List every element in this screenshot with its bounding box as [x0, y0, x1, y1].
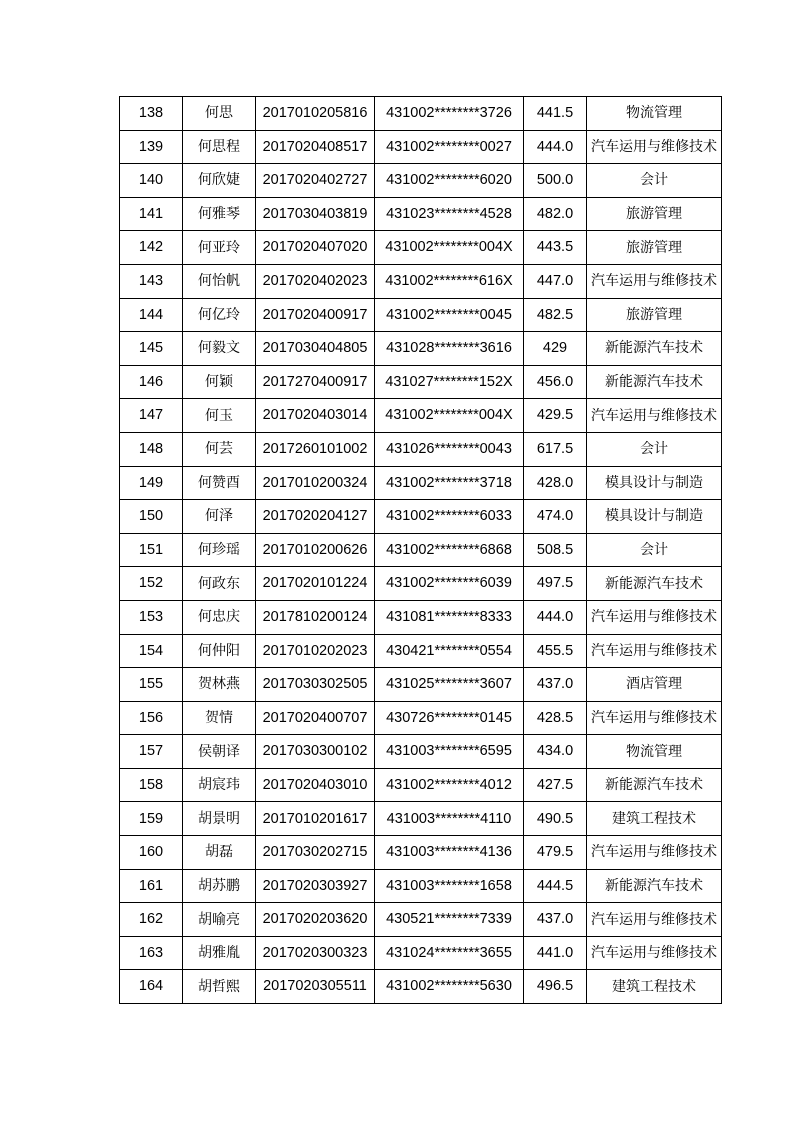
student-name: 何亚玲 — [183, 231, 256, 265]
row-number: 150 — [120, 500, 183, 534]
major: 物流管理 — [587, 97, 722, 131]
score: 497.5 — [524, 567, 587, 601]
score: 500.0 — [524, 164, 587, 198]
major: 模具设计与制造 — [587, 500, 722, 534]
id-number: 431003********6595 — [375, 735, 524, 769]
major: 旅游管理 — [587, 231, 722, 265]
id-number: 430521********7339 — [375, 903, 524, 937]
score: 441.0 — [524, 936, 587, 970]
major: 建筑工程技术 — [587, 802, 722, 836]
id-number: 431002********3718 — [375, 466, 524, 500]
major: 新能源汽车技术 — [587, 869, 722, 903]
table-row — [120, 365, 722, 399]
table-row — [120, 668, 722, 702]
score: 429 — [524, 332, 587, 366]
ticket-number: 2017020204127 — [256, 500, 375, 534]
table-row — [120, 298, 722, 332]
table-row — [120, 836, 722, 870]
id-number: 431002********6868 — [375, 533, 524, 567]
row-number: 159 — [120, 802, 183, 836]
ticket-number: 2017030302505 — [256, 668, 375, 702]
score: 482.5 — [524, 298, 587, 332]
id-number: 431023********4528 — [375, 197, 524, 231]
student-name: 何思 — [183, 97, 256, 131]
ticket-number: 2017020101224 — [256, 567, 375, 601]
id-number: 431002********4012 — [375, 768, 524, 802]
student-name: 贺情 — [183, 701, 256, 735]
admission-table — [119, 96, 722, 1004]
student-name: 胡景明 — [183, 802, 256, 836]
id-number: 431002********616X — [375, 264, 524, 298]
table-row — [120, 399, 722, 433]
score: 455.5 — [524, 634, 587, 668]
major: 旅游管理 — [587, 298, 722, 332]
id-number: 430421********0554 — [375, 634, 524, 668]
table-row — [120, 600, 722, 634]
ticket-number: 2017020408517 — [256, 130, 375, 164]
table-row — [120, 231, 722, 265]
ticket-number: 2017020403014 — [256, 399, 375, 433]
id-number: 431002********6020 — [375, 164, 524, 198]
id-number: 431002********0027 — [375, 130, 524, 164]
table-row — [120, 466, 722, 500]
id-number: 431002********004X — [375, 399, 524, 433]
id-number: 431028********3616 — [375, 332, 524, 366]
student-name: 胡苏鹏 — [183, 869, 256, 903]
ticket-number: 2017030202715 — [256, 836, 375, 870]
table-row — [120, 97, 722, 131]
table-row — [120, 432, 722, 466]
row-number: 143 — [120, 264, 183, 298]
score: 437.0 — [524, 903, 587, 937]
major: 汽车运用与维修技术 — [587, 399, 722, 433]
table-row — [120, 197, 722, 231]
ticket-number: 2017010201617 — [256, 802, 375, 836]
table-row — [120, 130, 722, 164]
ticket-number: 2017020402727 — [256, 164, 375, 198]
ticket-number: 2017270400917 — [256, 365, 375, 399]
student-name: 何泽 — [183, 500, 256, 534]
ticket-number: 2017020403010 — [256, 768, 375, 802]
row-number: 162 — [120, 903, 183, 937]
row-number: 156 — [120, 701, 183, 735]
major: 汽车运用与维修技术 — [587, 836, 722, 870]
table-row — [120, 567, 722, 601]
ticket-number: 2017810200124 — [256, 600, 375, 634]
table-row — [120, 768, 722, 802]
major: 汽车运用与维修技术 — [587, 903, 722, 937]
ticket-number: 2017010200324 — [256, 466, 375, 500]
ticket-number: 2017030403819 — [256, 197, 375, 231]
student-name: 胡喻亮 — [183, 903, 256, 937]
ticket-number: 2017020203620 — [256, 903, 375, 937]
id-number: 431025********3607 — [375, 668, 524, 702]
row-number: 140 — [120, 164, 183, 198]
table-row — [120, 701, 722, 735]
major: 汽车运用与维修技术 — [587, 701, 722, 735]
score: 456.0 — [524, 365, 587, 399]
major: 建筑工程技术 — [587, 970, 722, 1004]
ticket-number: 2017020407020 — [256, 231, 375, 265]
major: 模具设计与制造 — [587, 466, 722, 500]
score: 429.5 — [524, 399, 587, 433]
student-name: 何政东 — [183, 567, 256, 601]
student-name: 何芸 — [183, 432, 256, 466]
score: 490.5 — [524, 802, 587, 836]
major: 汽车运用与维修技术 — [587, 634, 722, 668]
table-row — [120, 970, 722, 1004]
row-number: 161 — [120, 869, 183, 903]
row-number: 155 — [120, 668, 183, 702]
row-number: 145 — [120, 332, 183, 366]
id-number: 431003********1658 — [375, 869, 524, 903]
ticket-number: 2017020303927 — [256, 869, 375, 903]
row-number: 164 — [120, 970, 183, 1004]
row-number: 151 — [120, 533, 183, 567]
major: 汽车运用与维修技术 — [587, 264, 722, 298]
score: 444.0 — [524, 130, 587, 164]
row-number: 138 — [120, 97, 183, 131]
table-row — [120, 634, 722, 668]
student-name: 胡磊 — [183, 836, 256, 870]
major: 汽车运用与维修技术 — [587, 600, 722, 634]
row-number: 147 — [120, 399, 183, 433]
score: 479.5 — [524, 836, 587, 870]
score: 617.5 — [524, 432, 587, 466]
id-number: 431081********8333 — [375, 600, 524, 634]
table-row — [120, 500, 722, 534]
id-number: 431002********6033 — [375, 500, 524, 534]
table-body — [120, 97, 722, 1004]
score: 444.5 — [524, 869, 587, 903]
student-name: 何怡帆 — [183, 264, 256, 298]
row-number: 163 — [120, 936, 183, 970]
major: 汽车运用与维修技术 — [587, 130, 722, 164]
ticket-number: 2017030404805 — [256, 332, 375, 366]
major: 新能源汽车技术 — [587, 365, 722, 399]
ticket-number: 2017020400707 — [256, 701, 375, 735]
score: 444.0 — [524, 600, 587, 634]
row-number: 149 — [120, 466, 183, 500]
ticket-number: 2017020305511 — [256, 970, 375, 1004]
major: 汽车运用与维修技术 — [587, 936, 722, 970]
score: 447.0 — [524, 264, 587, 298]
major: 新能源汽车技术 — [587, 567, 722, 601]
table-row — [120, 936, 722, 970]
ticket-number: 2017010202023 — [256, 634, 375, 668]
score: 434.0 — [524, 735, 587, 769]
student-name: 胡宸玮 — [183, 768, 256, 802]
ticket-number: 2017020400917 — [256, 298, 375, 332]
table-row — [120, 869, 722, 903]
table-row — [120, 802, 722, 836]
row-number: 152 — [120, 567, 183, 601]
student-name: 胡雅胤 — [183, 936, 256, 970]
id-number: 430726********0145 — [375, 701, 524, 735]
id-number: 431002********3726 — [375, 97, 524, 131]
row-number: 154 — [120, 634, 183, 668]
row-number: 158 — [120, 768, 183, 802]
student-name: 何赞酉 — [183, 466, 256, 500]
table-row — [120, 735, 722, 769]
ticket-number: 2017030300102 — [256, 735, 375, 769]
student-name: 何欣婕 — [183, 164, 256, 198]
student-name: 侯朝译 — [183, 735, 256, 769]
major: 物流管理 — [587, 735, 722, 769]
score: 428.0 — [524, 466, 587, 500]
table-row — [120, 264, 722, 298]
ticket-number: 2017020402023 — [256, 264, 375, 298]
row-number: 153 — [120, 600, 183, 634]
student-name: 何思程 — [183, 130, 256, 164]
score: 496.5 — [524, 970, 587, 1004]
student-name: 何亿玲 — [183, 298, 256, 332]
table-row — [120, 332, 722, 366]
id-number: 431002********5630 — [375, 970, 524, 1004]
id-number: 431026********0043 — [375, 432, 524, 466]
table-row — [120, 164, 722, 198]
ticket-number: 2017020300323 — [256, 936, 375, 970]
score: 443.5 — [524, 231, 587, 265]
student-name: 贺林燕 — [183, 668, 256, 702]
score: 508.5 — [524, 533, 587, 567]
id-number: 431002********0045 — [375, 298, 524, 332]
major: 会计 — [587, 432, 722, 466]
row-number: 144 — [120, 298, 183, 332]
row-number: 139 — [120, 130, 183, 164]
major: 新能源汽车技术 — [587, 332, 722, 366]
score: 428.5 — [524, 701, 587, 735]
id-number: 431003********4110 — [375, 802, 524, 836]
student-name: 何玉 — [183, 399, 256, 433]
row-number: 141 — [120, 197, 183, 231]
score: 427.5 — [524, 768, 587, 802]
row-number: 142 — [120, 231, 183, 265]
major: 会计 — [587, 164, 722, 198]
table-row — [120, 903, 722, 937]
student-name: 何仲阳 — [183, 634, 256, 668]
student-name: 何颖 — [183, 365, 256, 399]
score: 441.5 — [524, 97, 587, 131]
ticket-number: 2017260101002 — [256, 432, 375, 466]
row-number: 148 — [120, 432, 183, 466]
student-name: 胡哲熙 — [183, 970, 256, 1004]
major: 旅游管理 — [587, 197, 722, 231]
id-number: 431027********152X — [375, 365, 524, 399]
student-name: 何忠庆 — [183, 600, 256, 634]
row-number: 157 — [120, 735, 183, 769]
table-row — [120, 533, 722, 567]
id-number: 431024********3655 — [375, 936, 524, 970]
score: 482.0 — [524, 197, 587, 231]
ticket-number: 2017010205816 — [256, 97, 375, 131]
student-name: 何雅琴 — [183, 197, 256, 231]
id-number: 431002********6039 — [375, 567, 524, 601]
score: 474.0 — [524, 500, 587, 534]
major: 酒店管理 — [587, 668, 722, 702]
row-number: 160 — [120, 836, 183, 870]
major: 新能源汽车技术 — [587, 768, 722, 802]
id-number: 431002********004X — [375, 231, 524, 265]
id-number: 431003********4136 — [375, 836, 524, 870]
score: 437.0 — [524, 668, 587, 702]
row-number: 146 — [120, 365, 183, 399]
major: 会计 — [587, 533, 722, 567]
student-name: 何珍瑶 — [183, 533, 256, 567]
ticket-number: 2017010200626 — [256, 533, 375, 567]
student-name: 何毅文 — [183, 332, 256, 366]
